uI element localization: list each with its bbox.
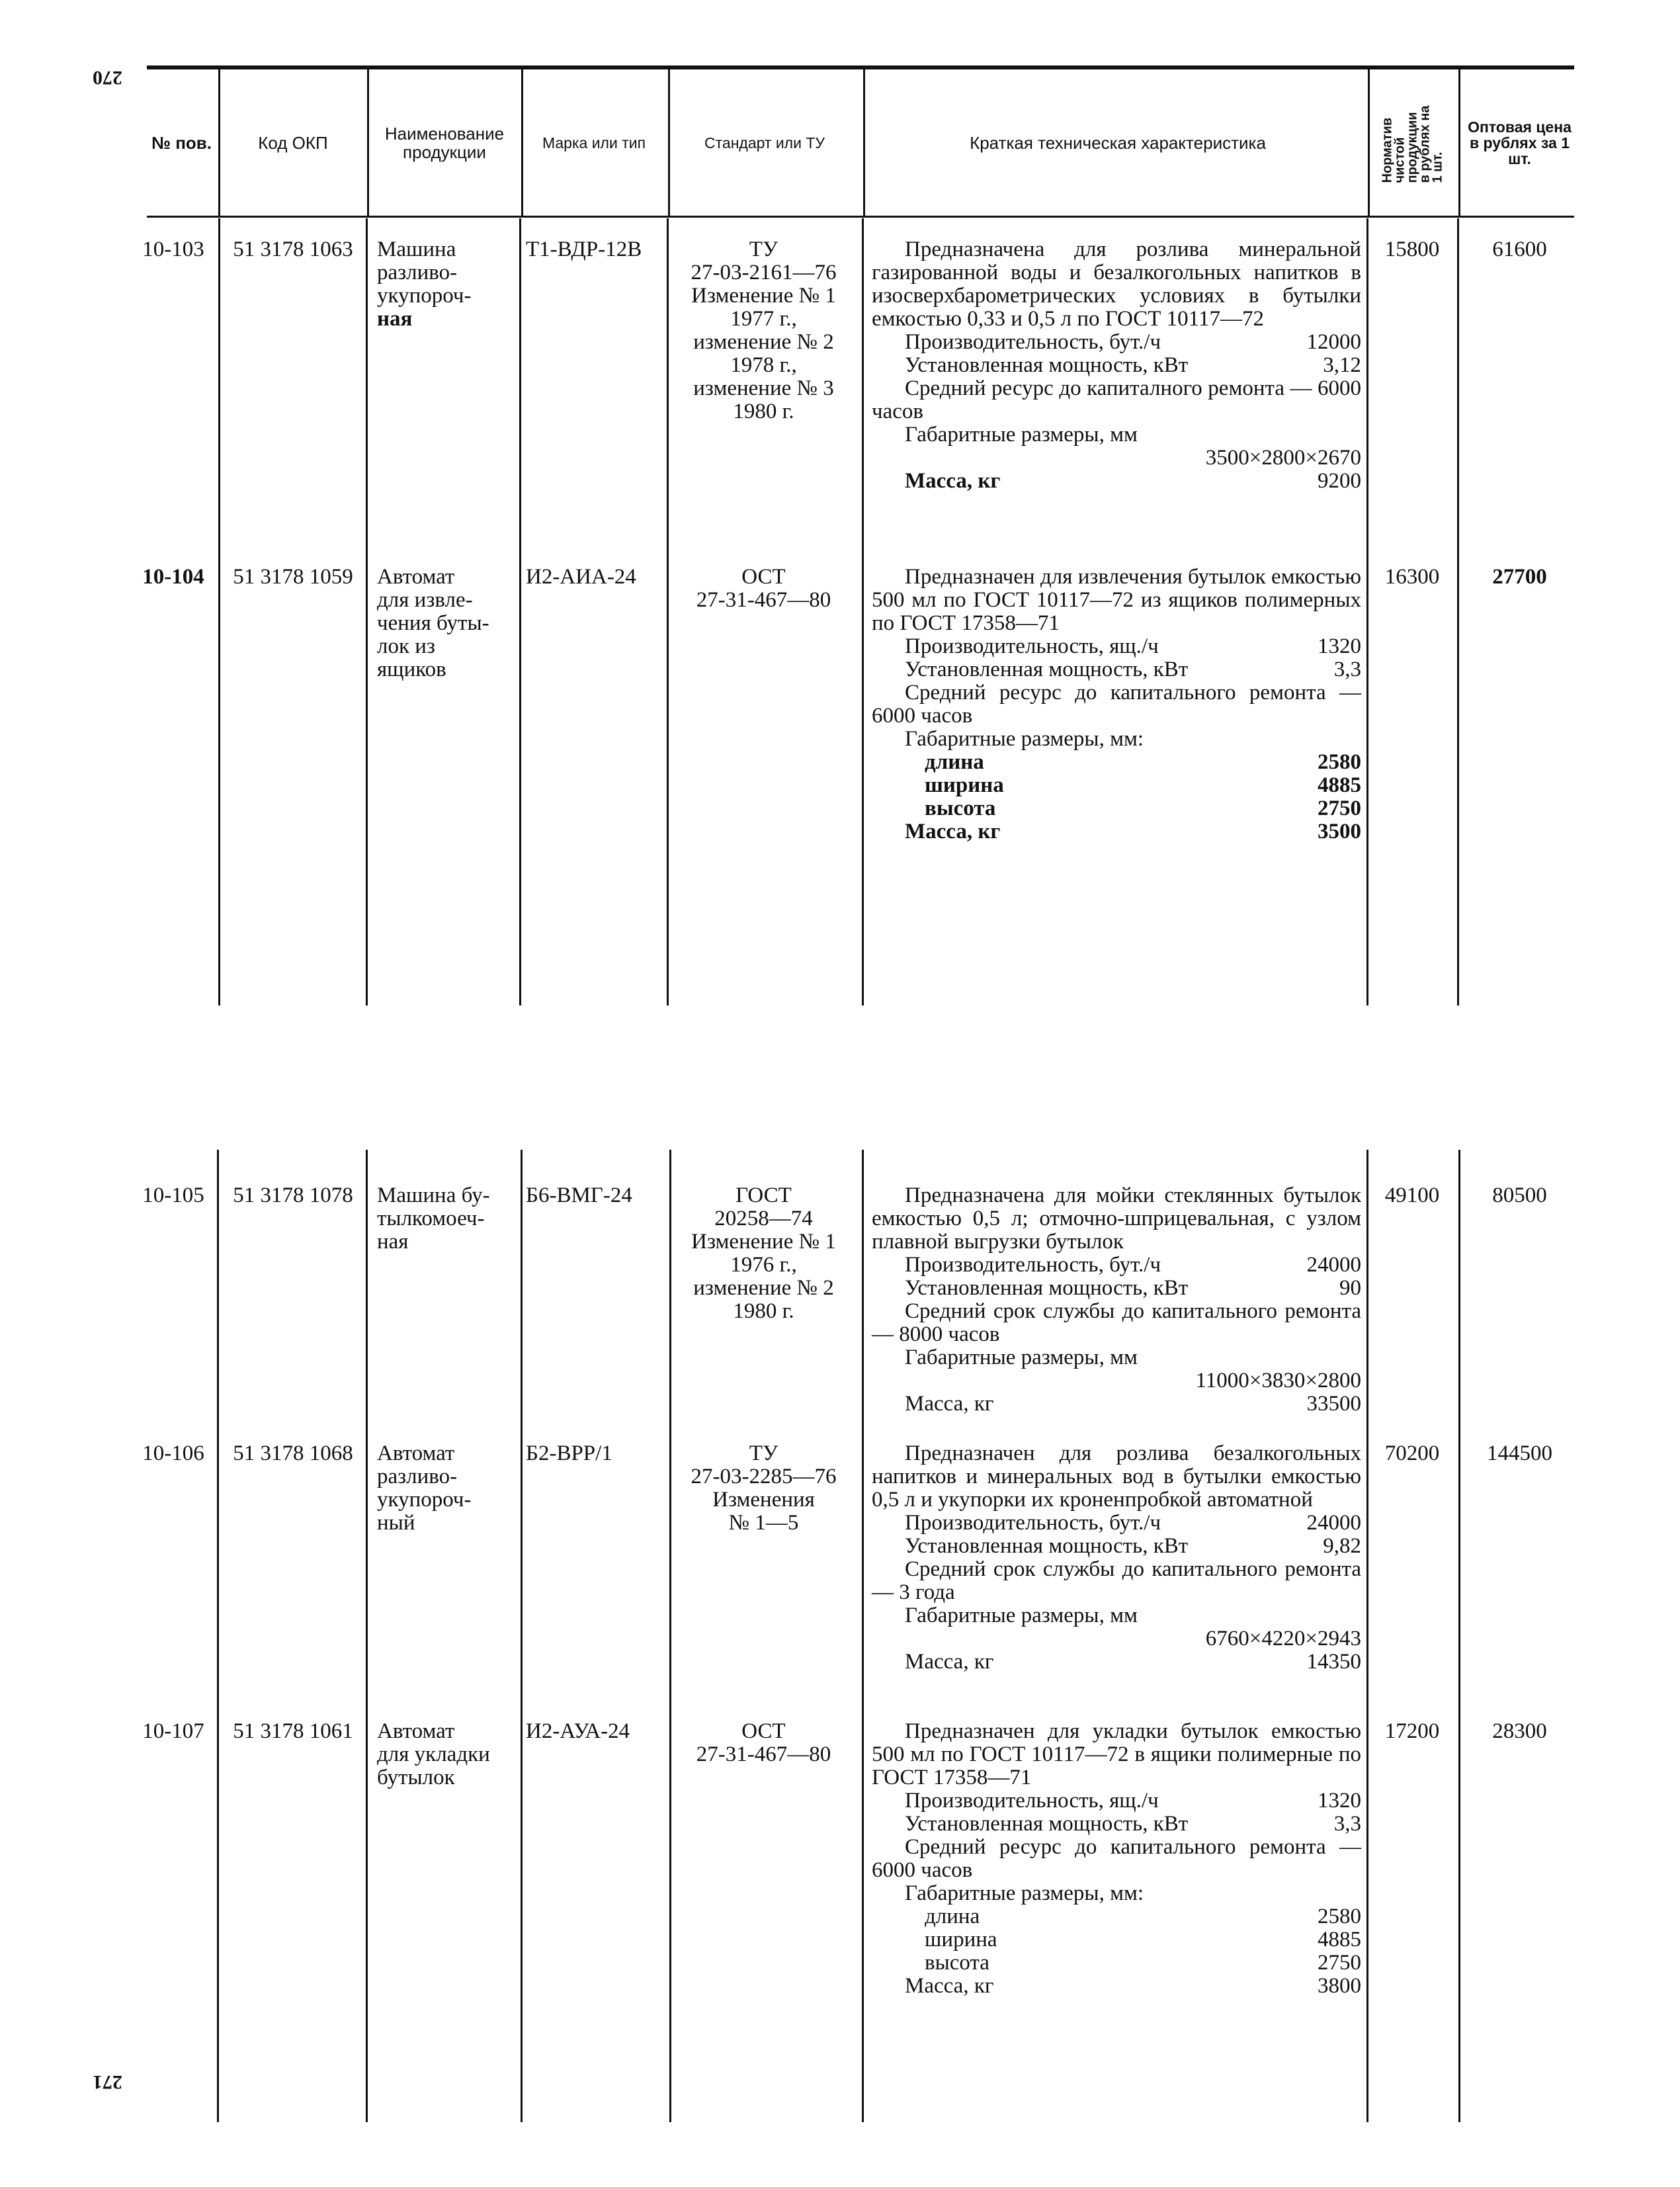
row-price: 27700 <box>1492 565 1547 589</box>
row-description: Предназначен для розлива безалкогольных напитков и минеральных вод в бутылки емкостью 0,5 л и укупорки их кроненпробкой автоматной Производительность, бут./ч 24000 Установленная мощность, кВт 9,82 Средний срок службы до капитального ремонта — 3 года Габаритные размеры, мм 6760×4220×2943 Масса, кг 14350 <box>872 1441 1361 1674</box>
row-code: 51 3178 1078 <box>233 1183 353 1207</box>
divider <box>367 69 369 216</box>
row-pos: 10-107 <box>142 1719 204 1743</box>
row-description: Предназначена для мойки стеклянных бутылок емкостью 0,5 л; отмочно-шприцевальная, с узлом плавной выгрузки бутылок Производительность, бут./ч 24000 Установленная мощность, кВт 90 Средний срок службы до капитального ремонта — 8000 часов Габаритные размеры, мм 11000×3830×2800 Масса, кг 33500 <box>872 1183 1361 1416</box>
header-pos: № пов. <box>151 133 212 153</box>
header-code: Код ОКП <box>258 133 328 153</box>
row-name: Автомат для укладки бутылок <box>377 1719 490 1789</box>
divider <box>862 1150 864 2122</box>
divider <box>217 1150 219 2122</box>
divider <box>1458 69 1460 216</box>
row-description: Предназначена для розлива минеральной газированной воды и безалкогольных напитков в изосверхбарометрических условиях в бутылки емкостью 0,33 и 0,5 л по ГОСТ 10117—72 Производительность, бут./ч 12000 Установленная мощность, кВт 3,12 Средний ресурс до капиталного ремонта — 6000 часов Габаритные размеры, мм 3500×2800×2670 Масса, кг 9200 <box>872 237 1361 493</box>
divider <box>218 218 220 1006</box>
header-name: Наименование продукции <box>384 124 505 162</box>
row-mark: И2-АИА-24 <box>526 565 636 589</box>
divider <box>521 69 523 216</box>
divider <box>1366 218 1368 1006</box>
row-norm: 17200 <box>1384 1719 1440 1743</box>
divider <box>218 69 220 216</box>
header-mark: Марка или тип <box>542 134 646 151</box>
row-pos: 10-105 <box>142 1183 204 1207</box>
row-mark: И2-АУА-24 <box>526 1719 630 1743</box>
row-mark: Б6-ВМГ-24 <box>526 1183 632 1207</box>
row-standard: ТУ 27-03-2285—76 Изменения № 1—5 <box>691 1441 837 1535</box>
divider <box>521 1150 523 2122</box>
header-norm-wrap <box>1373 71 1452 214</box>
divider <box>366 1150 368 2122</box>
divider <box>668 69 670 216</box>
row-standard: ОСТ 27-31-467—80 <box>696 1719 831 1766</box>
row-name: Машина разливо- укупороч- ная <box>377 237 472 331</box>
divider <box>366 218 368 1006</box>
row-code: 51 3178 1063 <box>233 237 353 261</box>
divider <box>1366 1150 1368 2122</box>
row-mark: Б2-ВРР/1 <box>526 1441 612 1465</box>
row-norm: 49100 <box>1384 1183 1440 1207</box>
page-number-top: 270 <box>93 67 122 89</box>
row-norm: 70200 <box>1384 1441 1440 1465</box>
row-code: 51 3178 1068 <box>233 1441 353 1465</box>
row-price: 80500 <box>1492 1183 1547 1207</box>
row-code: 51 3178 1059 <box>233 565 353 589</box>
table-header-rule <box>147 216 1574 218</box>
divider <box>863 69 865 216</box>
row-standard: ГОСТ 20258—74 Изменение № 1 1976 г., изменение № 2 1980 г. <box>691 1183 836 1323</box>
divider <box>1458 1150 1460 2122</box>
row-price: 28300 <box>1492 1719 1547 1743</box>
divider <box>862 218 864 1006</box>
header-norm: Норматив чистой продукции в рублях на 1 шт. <box>1380 105 1445 183</box>
row-description: Предназначен для укладки бутылок емкостью 500 мл по ГОСТ 10117—72 в ящики полимерные по ГОСТ 17358—71 Производительность, ящ./ч 1320 Установленная мощность, кВт 3,3 Средний ресурс до капитального ремонта — 6000 часов Габаритные размеры, мм: длина 2580 ширина 4885 высота 2750 Масса, кг 3800 <box>872 1719 1361 1998</box>
divider <box>519 218 521 1006</box>
row-code: 51 3178 1061 <box>233 1719 353 1743</box>
row-pos: 10-103 <box>142 237 204 261</box>
header-price: Оптовая цена в рублях за 1 шт. <box>1468 118 1572 167</box>
row-norm: 15800 <box>1384 237 1440 261</box>
divider <box>1368 69 1370 216</box>
row-standard: ТУ 27-03-2161—76 Изменение № 1 1977 г., изменение № 2 1978 г., изменение № 3 1980 г. <box>691 237 837 423</box>
row-name: Автомат разливо- укупороч- ный <box>377 1441 472 1535</box>
divider <box>667 218 669 1006</box>
table-top-rule <box>147 65 1574 69</box>
divider <box>1457 218 1459 1006</box>
row-norm: 16300 <box>1384 565 1440 589</box>
row-name: Автомат для извле- чения буты- лок из ящиков <box>377 565 489 681</box>
row-description: Предназначен для извлечения бутылок емкостью 500 мл по ГОСТ 10117—72 из ящиков полимерных по ГОСТ 17358—71 Производительность, ящ./ч 1320 Установленная мощность, кВт 3,3 Средний ресурс до капитального ремонта — 6000 часов Габаритные размеры, мм: длина 2580 ширина 4885 высота 2750 Масса, кг 3500 <box>872 565 1361 843</box>
header-standard: Стандарт или ТУ <box>704 134 825 151</box>
row-pos: 10-106 <box>142 1441 204 1465</box>
row-pos: 10-104 <box>142 565 204 589</box>
row-standard: ОСТ 27-31-467—80 <box>696 565 831 612</box>
page-number-bottom: 271 <box>93 2071 122 2093</box>
row-price: 61600 <box>1492 237 1547 261</box>
row-name: Машина бу- тылкомоеч- ная <box>377 1183 490 1254</box>
row-mark: Т1-ВДР-12В <box>526 237 642 261</box>
row-price: 144500 <box>1487 1441 1552 1465</box>
header-description: Краткая техническая характеристика <box>970 133 1266 153</box>
